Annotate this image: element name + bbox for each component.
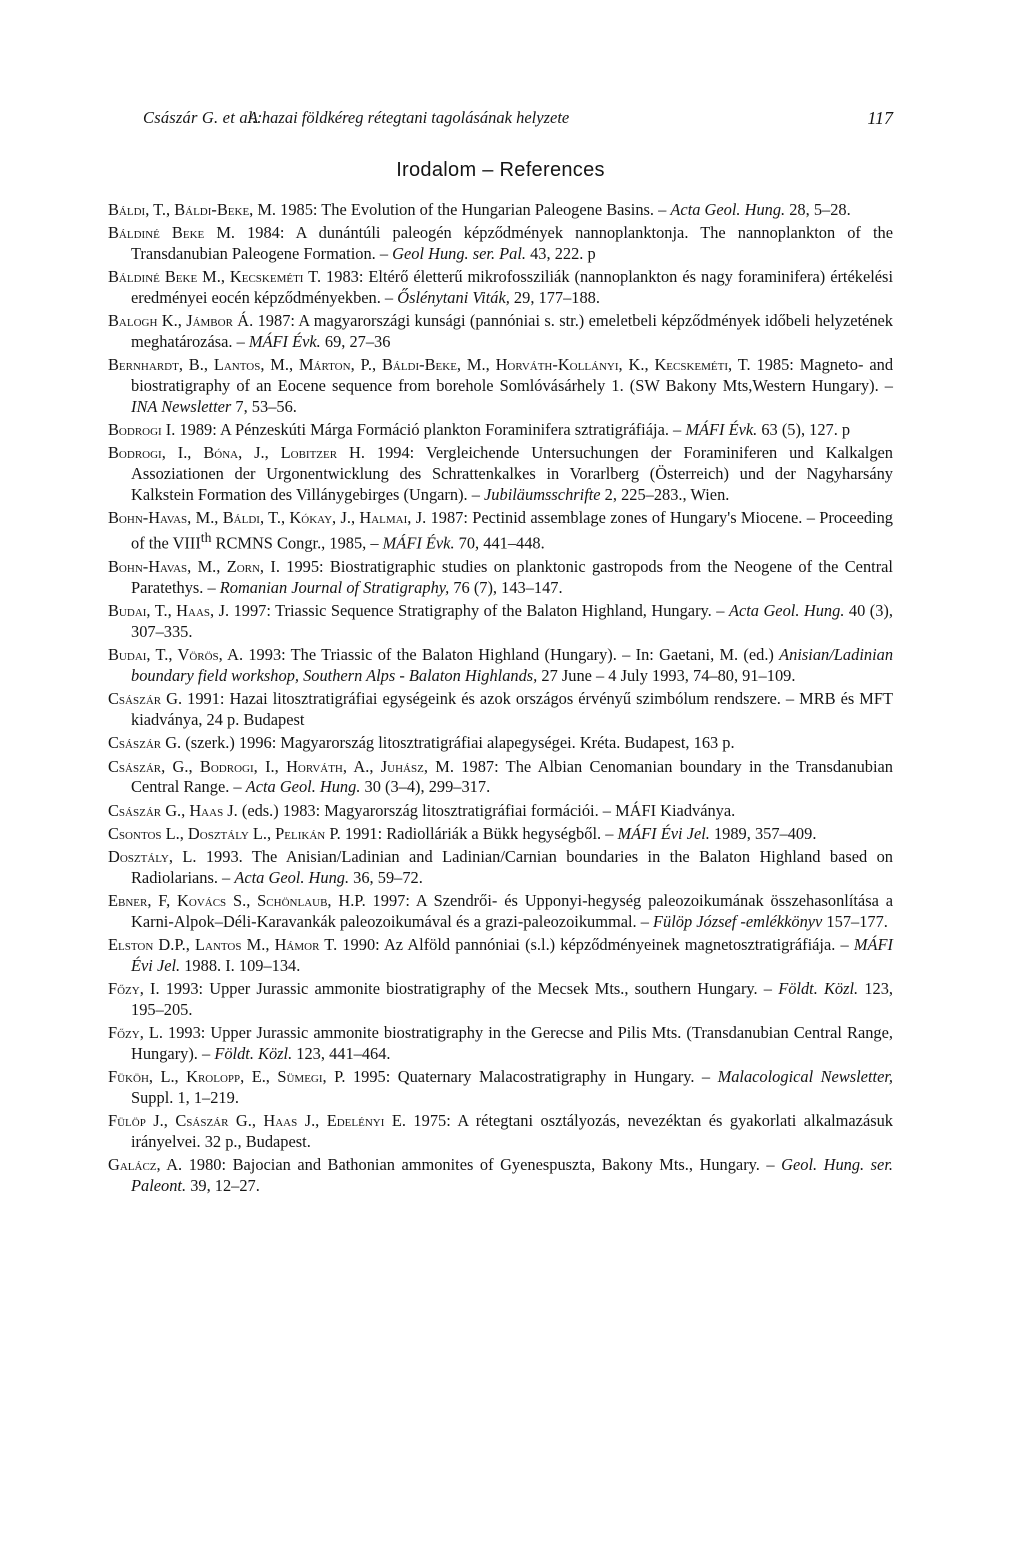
reference-authors: Főzy, L. xyxy=(108,1023,163,1043)
reference-source: Földt. Közl. xyxy=(778,979,859,999)
reference-authors: Füköh, L., Krolopp, E., Sümegi, P. xyxy=(108,1067,346,1087)
reference-entry xyxy=(108,601,893,642)
reference-source: MÁFI Évi Jel. xyxy=(617,824,710,844)
reference-source: Őslénytani Viták, xyxy=(397,287,510,307)
reference-text: 1991: Hazai litosztratigráfiai egységeink és azok országos érvényű szimbólum rendszere. – MRB és MFT kiadványa, 24 p. Budapest xyxy=(131,689,893,729)
reference-authors: Galácz, A. xyxy=(108,1155,183,1175)
reference-text: 1993: The Triassic of the Balaton Highland (Hungary). – In: Gaetani, M. (ed.) xyxy=(243,645,780,665)
reference-entry xyxy=(108,443,893,505)
reference-text: 1980: Bajocian and Bathonian ammonites of Gyenespuszta, Bakony Mts., Hungary. – xyxy=(182,1155,782,1175)
reference-volume: 69, 27–36 xyxy=(320,331,391,351)
reference-source: Malacological Newsletter, xyxy=(717,1067,894,1087)
reference-volume: 1988. I. 109–134. xyxy=(180,956,301,975)
reference-list xyxy=(108,200,893,1197)
reference-text: 1993: Upper Jurassic ammonite biostratigraphy in the Gerecse and Pilis Mts. (Transdanubian Central Range, Hungary). – xyxy=(131,1023,893,1063)
reference-entry xyxy=(108,355,893,417)
reference-authors: Balogh K., Jámbor Á. xyxy=(108,311,254,331)
reference-entry xyxy=(108,1067,893,1108)
reference-authors: Főzy, I. xyxy=(108,979,160,999)
reference-volume: 27 June – 4 July 1993, 74–80, 91–109. xyxy=(537,665,796,685)
reference-volume: 157–177. xyxy=(822,912,888,932)
reference-entry xyxy=(108,935,893,976)
reference-authors: Ebner, F, Kovács S., Schönlaub, H.P. xyxy=(108,891,366,911)
reference-entry xyxy=(108,311,893,352)
reference-volume: 40 (3), 307–335. xyxy=(131,601,893,641)
section-title: Irodalom – References xyxy=(396,159,605,181)
reference-text: 1995: Biostratigraphic studies on planktonic gastropods from the Neogene of the Central Paratethys. – xyxy=(131,557,893,597)
reference-source: Romanian Journal of Stratigraphy, xyxy=(219,577,450,597)
reference-entry xyxy=(108,733,893,754)
reference-entry xyxy=(108,508,893,555)
reference-source: Jubiläumsschrifte xyxy=(484,484,601,504)
reference-text: RCMNS Congr., 1985, – xyxy=(211,533,383,553)
reference-source: MÁFI Évk. xyxy=(685,419,758,439)
reference-authors: Báldiné Beke M. xyxy=(108,223,235,243)
reference-superscript: th xyxy=(200,530,212,546)
reference-source: Anisian/Ladinian boundary field workshop, Southern Alps - Balaton Highlands, xyxy=(131,645,894,685)
reference-authors: Bernhardt, B., Lantos, M., Márton, P., Báldi-Beke, M., Horváth-Kollányi, K., Kecskeméti, T. xyxy=(108,355,751,375)
reference-volume: 43, 222. p xyxy=(526,243,596,263)
reference-entry xyxy=(108,757,893,798)
reference-text: 1993: Upper Jurassic ammonite biostratigraphy of the Mecsek Mts., southern Hungary. – xyxy=(159,979,779,999)
reference-authors: Bohn-Havas, M., Báldi, T., Kókay, J., Halmai, J. xyxy=(108,507,427,527)
reference-text: 1993. The Anisian/Ladinian and Ladinian/Carnian boundaries in the Balaton Highland based on Radiolarians. – xyxy=(131,847,893,888)
reference-entry xyxy=(108,979,893,1020)
reference-volume: 30 (3–4), 299–317. xyxy=(360,777,491,797)
reference-authors: Császár, G., Bodrogi, I., Horváth, A., Juhász, M. xyxy=(108,756,454,776)
reference-entry xyxy=(108,801,893,822)
reference-authors: Császár G. xyxy=(108,689,183,709)
reference-entry xyxy=(108,267,893,308)
reference-text: 1990: Az Alföld pannóniai (s.l.) képződményeinek magnetosztratigráfiája. – xyxy=(337,935,854,955)
reference-authors: Elston D.P., Lantos M., Hámor T. xyxy=(108,935,338,955)
reference-entry xyxy=(108,1155,893,1196)
reference-authors: Budai, T., Haas, J. xyxy=(108,601,230,621)
running-title: A hazai földkéreg rétegtani tagolásának helyzete xyxy=(248,108,570,127)
reference-text: 1975: A rétegtani osztályozás, nevezéktan és gyakorlati alkalmazásuk irányelvei. 32 p., Budapest. xyxy=(131,1111,893,1151)
reference-text: 1984: A dunántúli paleogén képződmények nannoplanktonja. The nannoplankton of the Transdanubian Paleogene Formation. – xyxy=(131,223,893,263)
reference-entry xyxy=(108,420,893,441)
reference-entry xyxy=(108,645,893,686)
reference-source: Fülöp József -emlékkönyv xyxy=(653,912,823,932)
reference-entry xyxy=(108,557,893,598)
reference-text: 1987: Pectinid assemblage zones of Hungary's Miocene. – Proceeding of the VIII xyxy=(131,507,893,553)
reference-text: 1989: A Pénzeskúti Márga Formáció plankton Foraminifera sztratigráfiája. – xyxy=(175,419,686,439)
reference-authors: Bodrogi, I., Bóna, J., Lobitzer H. xyxy=(108,443,365,463)
reference-text: 1997: Triassic Sequence Stratigraphy of the Balaton Highland, Hungary. – xyxy=(229,601,729,621)
running-authors: Császár G. et al.: xyxy=(143,108,263,127)
reference-volume: 63 (5), 127. p xyxy=(757,419,851,439)
reference-source: INA Newsletter xyxy=(131,396,232,416)
reference-volume: Suppl. 1, 1–219. xyxy=(131,1087,239,1107)
reference-authors: Császár G. xyxy=(108,733,182,753)
reference-source: MÁFI Évk. xyxy=(248,331,321,351)
reference-source: MÁFI Évk. xyxy=(382,533,455,553)
reference-authors: Bodrogi I. xyxy=(108,419,176,439)
reference-entry xyxy=(108,1111,893,1152)
reference-source: Geol Hung. ser. Pal. xyxy=(392,243,527,263)
reference-authors: Császár G., Haas J. xyxy=(108,800,238,820)
reference-source: MÁFI Évi Jel. xyxy=(131,935,893,975)
reference-text: 1995: Quaternary Malacostratigraphy in Hungary. – xyxy=(345,1067,718,1087)
reference-volume: 1989, 357–409. xyxy=(709,824,817,844)
reference-entry xyxy=(108,891,893,932)
reference-authors: Fülöp J., Császár G., Haas J., Edelényi E. xyxy=(108,1111,406,1131)
reference-volume: 29, 177–188. xyxy=(509,287,600,307)
reference-text: 1987: The Albian Cenomanian boundary in the Transdanubian Central Range. – xyxy=(131,756,893,797)
reference-entry xyxy=(108,1023,893,1064)
reference-authors: Báldi, T., Báldi-Beke, M. xyxy=(108,200,277,219)
page-number: 117 xyxy=(867,108,893,128)
reference-volume: 123, 441–464. xyxy=(292,1043,391,1063)
reference-source: Acta Geol. Hung. xyxy=(234,868,350,888)
reference-entry xyxy=(108,200,893,221)
reference-text: 1994: Vergleichende Untersuchungen der Foraminiferen und Kalkalgen Assoziationen der Urgonentwicklung des Schrattenkalkes in Vorarlberg (Österreich) und der Nagyharsány Kalkstein Formation des Villánygebirges (Ungarn). – xyxy=(131,443,893,504)
running-header xyxy=(108,108,893,136)
reference-volume: 76 (7), 143–147. xyxy=(449,577,563,597)
reference-text: 1985: Magneto- and biostratigraphy of an Eocene sequence from borehole Somlóvásárhely 1. (SW Bakony Mts,Western Hungary). – xyxy=(131,355,894,395)
reference-text: 1997: A Szendrői- és Upponyi-hegység paleozoikumának összehasonlítása a Karni-Alpok–Déli-Karavankák paleozoikumával és a grazi-paleozoikummal. – xyxy=(131,891,893,932)
reference-volume: 36, 59–72. xyxy=(349,868,423,888)
reference-source: Földt. Közl. xyxy=(214,1043,293,1063)
reference-authors: Budai, T., Vörös, A. xyxy=(108,645,244,665)
reference-authors: Bohn-Havas, M., Zorn, I. xyxy=(108,557,280,577)
reference-entry xyxy=(108,223,893,264)
reference-text: (szerk.) 1996: Magyarország litosztratigráfiai alapegységei. Kréta. Budapest, 163 p. xyxy=(181,733,735,753)
reference-text: 1991: Radiolláriák a Bükk hegységből. – xyxy=(340,824,618,844)
reference-volume: 70, 441–448. xyxy=(454,533,545,553)
reference-text: 1983: Eltérő életterű mikrofossziliák (nannoplankton és nagy foraminifera) értékelési eredményei eocén képződményekben. – xyxy=(131,267,893,307)
reference-text: 1987: A magyarországi kunsági (pannóniai s. str.) emeletbeli képződmények időbeli helyzetének meghatározása. – xyxy=(131,311,893,351)
reference-text: (eds.) 1983: Magyarország litosztratigráfiai formációi. – MÁFI Kiadványa. xyxy=(237,800,736,820)
reference-source: Acta Geol. Hung. xyxy=(245,777,361,797)
reference-volume: 2, 225–283., Wien. xyxy=(600,484,730,504)
reference-entry xyxy=(108,689,893,730)
reference-volume: 123, 195–205. xyxy=(131,979,893,1019)
reference-source: Acta Geol. Hung. xyxy=(728,601,845,621)
reference-entry xyxy=(108,824,893,845)
reference-entry xyxy=(108,847,893,888)
reference-source: Geol. Hung. ser. Paleont. xyxy=(131,1155,893,1195)
reference-authors: Csontos L., Dosztály L., Pelikán P. xyxy=(108,824,341,844)
reference-volume: 7, 53–56. xyxy=(231,396,297,416)
reference-source: Acta Geol. Hung. xyxy=(670,200,786,219)
reference-volume: 28, 5–28. xyxy=(785,200,851,219)
page xyxy=(108,108,893,1199)
reference-authors: Báldiné Beke M., Kecskeméti T. xyxy=(108,267,322,287)
reference-volume: 39, 12–27. xyxy=(186,1175,260,1195)
reference-authors: Dosztály, L. xyxy=(108,847,197,867)
reference-text: 1985: The Evolution of the Hungarian Paleogene Basins. – xyxy=(276,200,671,219)
